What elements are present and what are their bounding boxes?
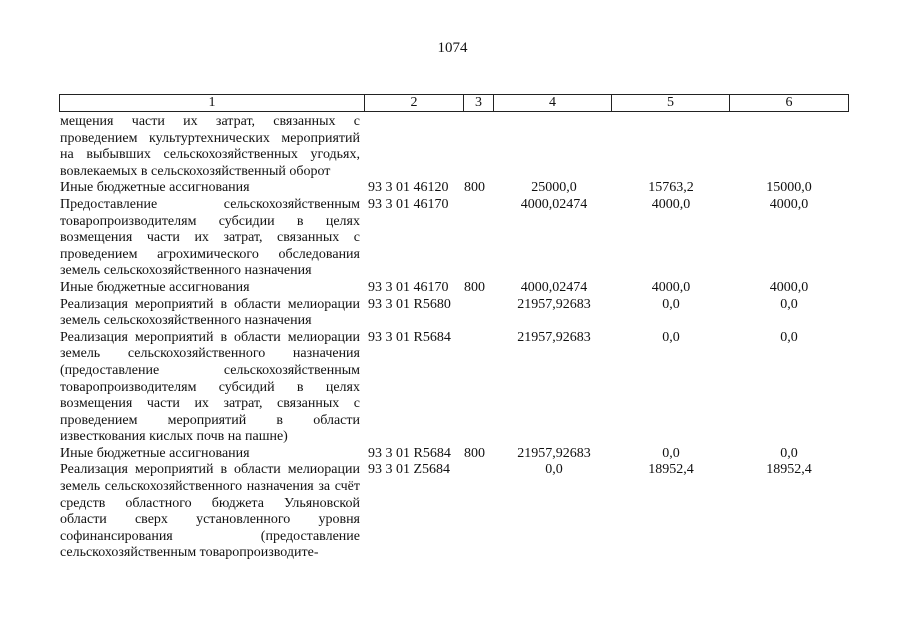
row-value-4: 21957,92683	[517, 445, 591, 461]
row-value-6: 15000,0	[766, 180, 812, 196]
row-name: Реализация мероприятий в области мелиорации земель сельскохозяйственного назначения	[60, 296, 360, 329]
row-name: Иные бюджетные ассигнования	[60, 180, 250, 196]
row-name: Иные бюджетные ассигнования	[60, 445, 250, 461]
table-row	[60, 330, 850, 446]
row-code: 93 3 01 Z5684	[368, 462, 451, 478]
row-vr	[460, 462, 496, 562]
header-col-6: 6	[785, 95, 793, 110]
row-code: 93 3 01 46170	[368, 279, 449, 295]
row-value-4: 21957,92683	[517, 296, 591, 312]
row-value-6: 0,0	[780, 329, 798, 345]
row-value-5: 0,0	[662, 296, 680, 312]
row-name: Реализация мероприятий в области мелиорации земель сельскохозяйственного назначения за счёт средств областного бюджета Ульяновской области сверх установленного уровня софинансирования (предоставление сельскохозяйственным товаропроизводите-	[60, 462, 360, 561]
table-row	[60, 446, 850, 463]
row-name: Иные бюджетные ассигнования	[60, 279, 250, 295]
row-vr	[460, 197, 496, 280]
row-vr: 800	[464, 445, 485, 461]
header-col-2: 2	[365, 95, 464, 111]
row-vr: 800	[464, 180, 485, 196]
header-col-4: 4	[494, 95, 612, 111]
table-row	[60, 462, 850, 562]
row-code: 93 3 01 R5684	[368, 329, 451, 345]
row-vr	[460, 114, 496, 180]
row-value-4: 4000,02474	[520, 279, 588, 295]
row-value-6: 18952,4	[766, 462, 812, 478]
row-value-6	[730, 114, 848, 180]
row-value-4: 4000,02474	[520, 196, 588, 212]
row-vr: 800	[464, 279, 485, 295]
page-number: 1074	[437, 40, 468, 56]
table-row	[60, 297, 850, 330]
row-code	[360, 114, 460, 180]
row-name: Предоставление сельскохозяйственным товаропроизводителям субсидии в целях возмещения части их затрат, связанных с проведением агрохимического обследования земель сельскохозяйственного назначения	[60, 196, 360, 279]
row-value-4: 0,0	[545, 462, 563, 478]
row-code: 93 3 01 R5684	[368, 445, 451, 461]
row-value-5: 18952,4	[648, 462, 694, 478]
header-col-5: 5	[612, 95, 730, 111]
row-value-5: 0,0	[662, 329, 680, 345]
row-value-4: 25000,0	[531, 180, 577, 196]
row-value-6: 0,0	[780, 296, 798, 312]
table-row	[60, 197, 850, 280]
row-code: 93 3 01 46170	[368, 196, 449, 212]
row-value-6: 4000,0	[769, 279, 809, 295]
row-value-5: 4000,0	[651, 279, 691, 295]
row-name: Реализация мероприятий в области мелиорации земель сельскохозяйственного назначения (предоставление сельскохозяйственным товаропроизводителям субсидий в целях возмещения части их затрат, связанных с проведением мероприятий в области известкования кислых почв на пашне)	[60, 329, 360, 445]
row-code: 93 3 01 R5680	[368, 296, 451, 312]
row-code: 93 3 01 46120	[368, 180, 449, 196]
row-value-5: 15763,2	[648, 180, 694, 196]
table-row	[60, 114, 850, 180]
row-value-5: 0,0	[662, 445, 680, 461]
row-value-5	[612, 114, 730, 180]
row-value-5: 4000,0	[651, 196, 691, 212]
row-name: мещения части их затрат, связанных с проведением культуртехнических мероприятий на выбывших сельскохозяйственных угодьях, вовлекаемых в сельскохозяйственный оборот	[60, 114, 360, 179]
table-body	[60, 114, 850, 562]
row-value-4	[496, 114, 612, 180]
row-value-6: 4000,0	[769, 196, 809, 212]
table-row	[60, 280, 850, 297]
row-value-6: 0,0	[780, 445, 798, 461]
row-value-4: 21957,92683	[517, 329, 591, 345]
row-vr	[460, 297, 496, 330]
table-row	[60, 180, 850, 197]
header-col-1: 1	[60, 95, 365, 111]
table-header	[59, 94, 849, 112]
header-col-3: 3	[464, 95, 494, 111]
row-vr	[460, 330, 496, 446]
